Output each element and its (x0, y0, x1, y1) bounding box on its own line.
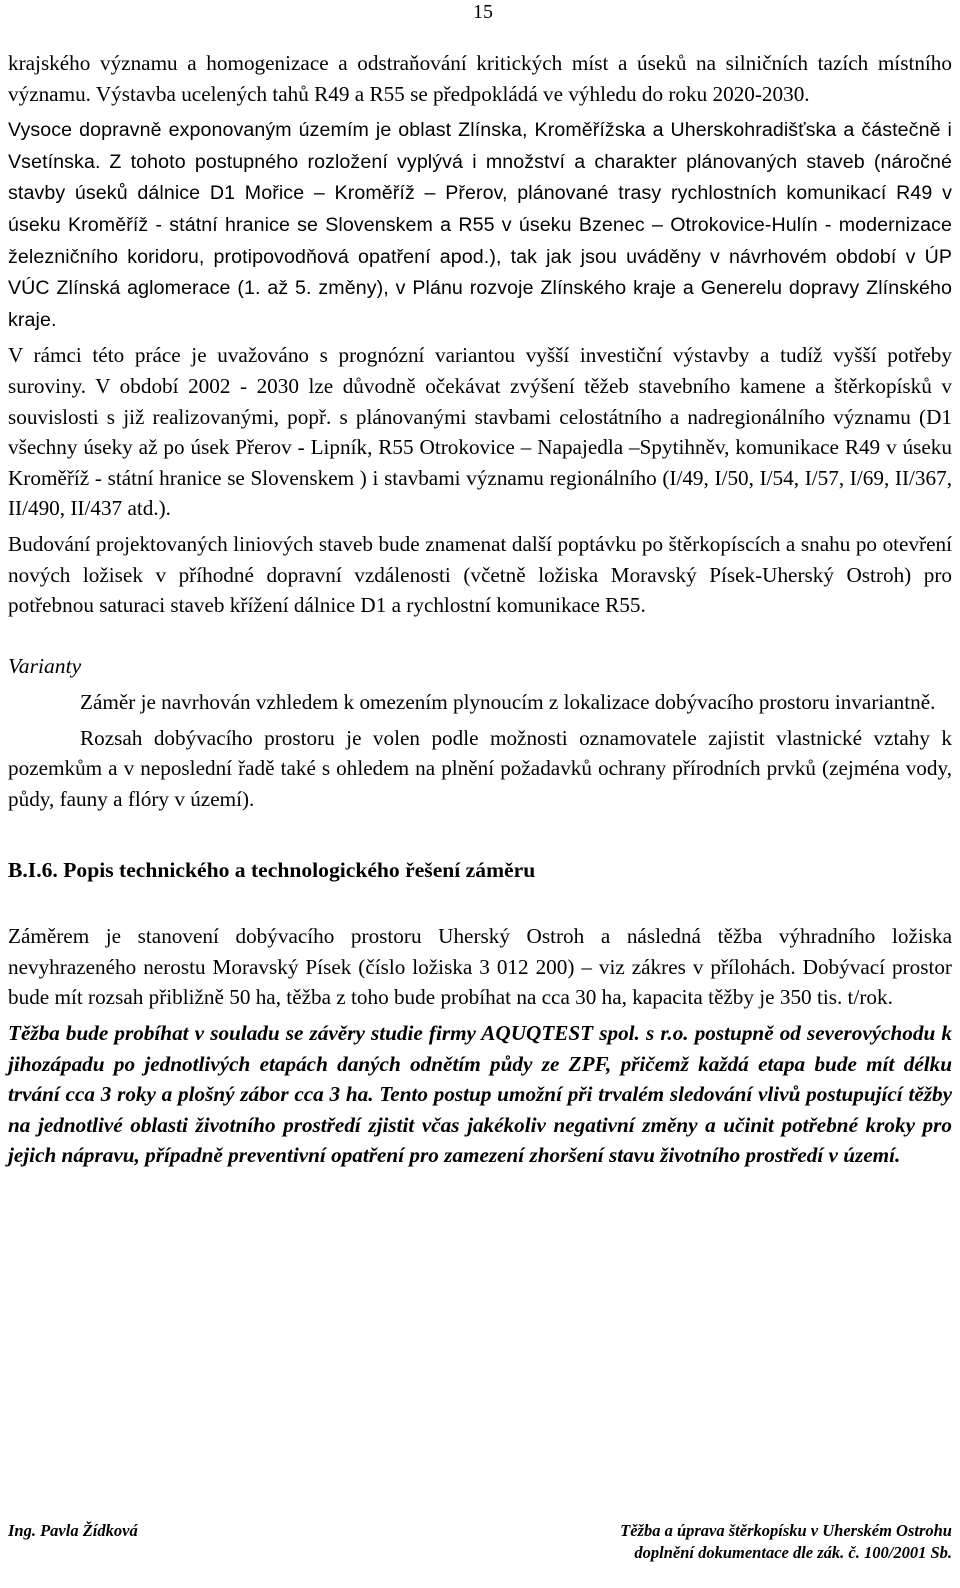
section-title: Popis technického a technologického řešení záměru (63, 857, 536, 882)
paragraph-intent: Záměrem je stanovení dobývacího prostoru Uherský Ostroh a následná těžba výhradního ložiska nevyhrazeného nerostu Moravský Písek (číslo ložiska 3 012 200) – viz zákres v přílohách. Dobývací prostor bude mít rozsah přibližně 50 ha, těžba z toho bude probíhat na cca 30 ha, kapacita těžby je 350 tis. t/rok. (8, 924, 952, 1010)
variants-heading: Varianty (8, 653, 82, 678)
paragraph-exposed-areas (8, 114, 952, 335)
paragraph-variants-1: Záměr je navrhován vzhledem k omezením plynoucím z lokalizace dobývacího prostoru invariantně. (80, 690, 936, 715)
paragraph-planned-constructions: Z tohoto postupného rozložení vyplývá i množství a charakter plánovaných staveb (náročné stavby úseků dálnice D1 Mořice – Kroměříž – Přerov, plánované trasy rychlostních komunikací R49 v úseku Kroměříž - státní hranice se Slovenskem a R55 v úseku Bzenec – Otrokovice-Hulín - modernizace železničního koridoru, protipovodňová opatření apod.), tak jak jsou uváděny v návrhovém období v ÚP VÚC Zlínská aglomerace (1. až 5. změny), v Plánu rozvoje Zlínského kraje a Generelu dopravy Zlínského kraje. (8, 150, 952, 331)
page-number: 15 (473, 1, 493, 23)
paragraph-exposed-areas-lead: Vysoce dopravně exponovaným územím je oblast Zlínska, Kroměřížska a Uherskohradišťska a částečně i Vsetínska. (8, 119, 952, 173)
paragraph-mining-procedure: Těžba bude probíhat v souladu se závěry studie firmy AQUQTEST spol. s r.o. postupně od severovýchodu k jihozápadu po jednotlivých etapách daných odnětím půdy ze ZPF, přičemž každá etapa bude mít délku trvání cca 3 roky a plošný zábor cca 3 ha. Tento postup umožní při trvalém sledování vlivů postupující těžby na jednotlivé oblasti životního prostředí zjistit včas jakékoliv negativní změny a učinit potřebné kroky pro jejich nápravu, případně preventivní opatření pro zamezení zhoršení stavu životního prostředí v území. (8, 1021, 952, 1168)
document-body (8, 48, 952, 1176)
paragraph-forecast-variant: V rámci této práce je uvažováno s prognózní variantou vyšší investiční výstavby a tudíž vyšší potřeby suroviny. V období 2002 - 2030 lze důvodně očekávat zvýšení těžeb stavebního kamene a štěrkopísků v souvislosti s již realizovanými, popř. s plánovanými stavbami celostátního a nadregionálního významu (D1 všechny úseky až po úsek Přerov - Lipník, R55 Otrokovice – Napajedla –Spytihněv, komunikace R49 v úseku Kroměříž - státní hranice se Slovenskem ) i stavbami významu regionálního (I/49, I/50, I/54, I/57, I/69, II/367, II/490, II/437 atd.). (8, 343, 952, 521)
paragraph-variants-2: Rozsah dobývacího prostoru je volen podle možnosti oznamovatele zajistit vlastnické vztahy k pozemkům a v neposlední řadě také s ohledem na plnění požadavků ochrany přírodních prvků (zejména vody, půdy, fauny a flóry v území). (8, 725, 952, 812)
section-heading (8, 855, 952, 886)
section-number: B.I.6. (8, 857, 58, 882)
footer-author: Ing. Pavla Žídková (8, 1521, 138, 1540)
footer-document-title (620, 1520, 952, 1564)
paragraph-road-development: krajského významu a homogenizace a odstraňování kritických míst a úseků na silničních tazích místního významu. Výstavba ucelených tahů R49 a R55 se předpokládá ve výhledu do roku 2020-2030. (8, 51, 952, 106)
paragraph-linear-constructions: Budování projektovaných liniových staveb bude znamenat další poptávku po štěrkopíscích a snahu po otevření nových ložisek v příhodné dopravní vzdálenosti (včetně ložiska Moravský Písek-Uherský Ostroh) pro potřebnou saturaci staveb křížení dálnice D1 a rychlostní komunikace R55. (8, 531, 952, 618)
footer-title-line-1: Těžba a úprava štěrkopísku v Uherském Ostrohu (620, 1521, 952, 1540)
footer-title-line-2: doplnění dokumentace dle zák. č. 100/2001 Sb. (634, 1543, 952, 1562)
